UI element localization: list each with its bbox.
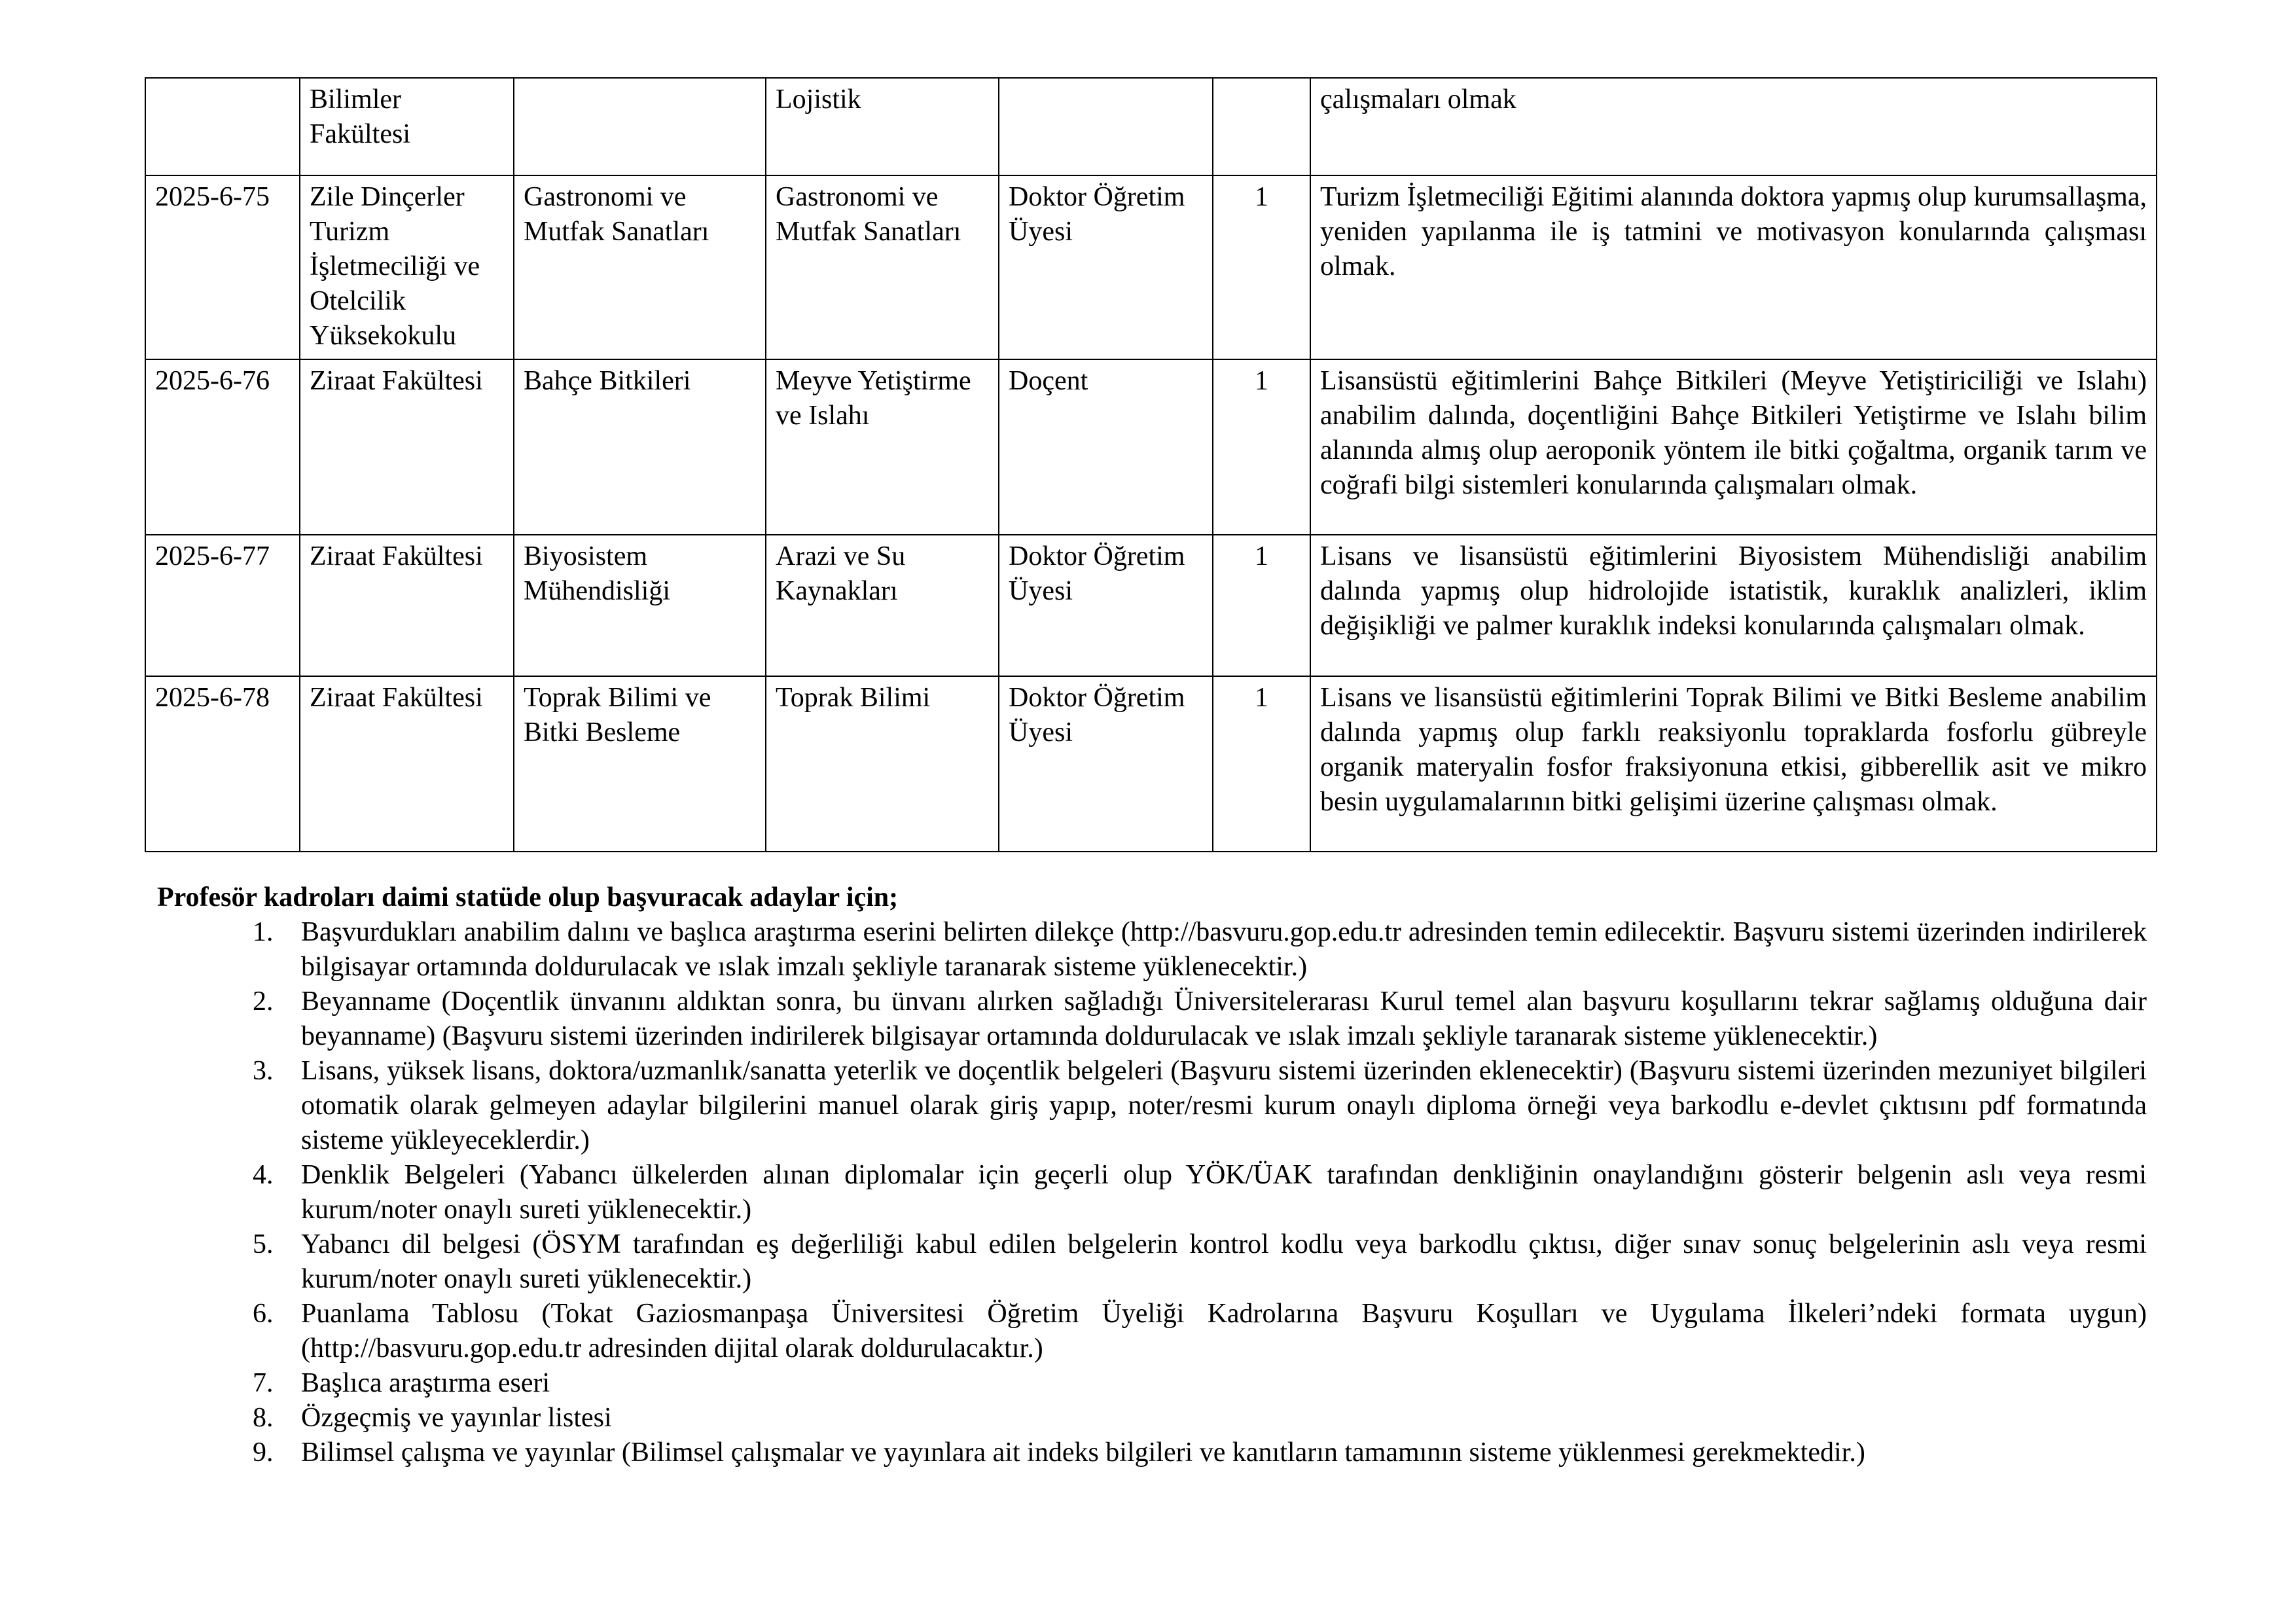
anabilim-dali-cell: Gastronomi ve Mutfak Sanatları: [766, 175, 999, 359]
ilan-no-cell: [145, 78, 300, 175]
anabilim-dali-cell: Arazi ve Su Kaynakları: [766, 535, 999, 676]
requirements-list: [157, 915, 2147, 1470]
birim-cell: Ziraat Fakültesi: [300, 676, 514, 852]
kadro-unvani-cell: Doktor Öğretim Üyesi: [999, 535, 1213, 676]
list-item-text: Yabancı dil belgesi (ÖSYM tarafından eş değerliliği kabul edilen belgelerin kontrol kodlu veya barkodlu çıktısı, diğer sınav sonuç belgelerinin aslı veya resmi kurum/noter onaylı sureti yüklenecektir.): [301, 1229, 2147, 1294]
list-item-text: Özgeçmiş ve yayınlar listesi: [301, 1403, 612, 1433]
aciklama-cell: Lisans ve lisansüstü eğitimlerini Toprak Bilimi ve Bitki Besleme anabilim dalında yapmış olup farklı reaksiyonlu topraklarda fosforlu gübreyle organik materyalin fosfor fraksiyonuna etkisi, gibberellik asit ve mikro besin uygulamalarının bitki gelişimi üzerine çalışması olmak.: [1310, 676, 2157, 852]
list-item: [157, 1366, 2147, 1401]
adet-cell: [1213, 78, 1310, 175]
kadro-unvani-cell: [999, 78, 1213, 175]
anabilim-dali-cell: Meyve Yetiştirme ve Islahı: [766, 359, 999, 535]
ilan-no-cell: 2025-6-77: [145, 535, 300, 676]
profesor-requirements-section: [157, 880, 2147, 1470]
adet-cell: 1: [1213, 175, 1310, 359]
aciklama-cell: çalışmaları olmak: [1310, 78, 2157, 175]
anabilim-dali-cell: Toprak Bilimi: [766, 676, 999, 852]
ilan-no-cell: 2025-6-76: [145, 359, 300, 535]
list-item-number: 1.: [253, 917, 274, 947]
adet-cell: 1: [1213, 676, 1310, 852]
kadro-unvani-cell: Doçent: [999, 359, 1213, 535]
table-row: [145, 175, 2157, 359]
list-item: [157, 915, 2147, 984]
bolum-cell: Gastronomi ve Mutfak Sanatları: [514, 175, 766, 359]
table-row: [145, 676, 2157, 852]
aciklama-cell: Lisans ve lisansüstü eğitimlerini Biyosistem Mühendisliği anabilim dalında yapmış olup hidrolojide istatistik, kuraklık analizleri, iklim değişikliği ve palmer kuraklık indeksi konularında çalışmaları olmak.: [1310, 535, 2157, 676]
bolum-cell: Bahçe Bitkileri: [514, 359, 766, 535]
list-item-number: 6.: [253, 1299, 274, 1329]
aciklama-cell: Turizm İşletmeciliği Eğitimi alanında doktora yapmış olup kurumsallaşma, yeniden yapılanma ile iş tatmini ve motivasyon konularında çalışması olmak.: [1310, 175, 2157, 359]
kadro-unvani-cell: Doktor Öğretim Üyesi: [999, 175, 1213, 359]
list-item-number: 2.: [253, 986, 274, 1017]
list-item-number: 9.: [253, 1437, 274, 1468]
birim-cell: Ziraat Fakültesi: [300, 535, 514, 676]
table-row: [145, 359, 2157, 535]
adet-cell: 1: [1213, 535, 1310, 676]
list-item-number: 7.: [253, 1368, 274, 1398]
list-item-number: 3.: [253, 1056, 274, 1086]
bolum-cell: [514, 78, 766, 175]
table-row: [145, 535, 2157, 676]
list-item: [157, 1297, 2147, 1366]
list-item-text: Bilimsel çalışma ve yayınlar (Bilimsel çalışmalar ve yayınlara ait indeks bilgileri ve kanıtların tamamının sisteme yüklenmesi gerekmektedir.): [301, 1437, 1865, 1468]
list-item-text: Puanlama Tablosu (Tokat Gaziosmanpaşa Üniversitesi Öğretim Üyeliği Kadrolarına Başvuru Koşulları ve Uygulama İlkeleri’ndeki formata uygun) (http://basvuru.gop.edu.tr adresinden dijital olarak doldurulacaktır.): [301, 1299, 2147, 1363]
anabilim-dali-cell: Lojistik: [766, 78, 999, 175]
list-item-text: Başlıca araştırma eseri: [301, 1368, 550, 1398]
kadro-unvani-cell: Doktor Öğretim Üyesi: [999, 676, 1213, 852]
birim-cell: Zile Dinçerler Turizm İşletmeciliği ve Otelcilik Yüksekokulu: [300, 175, 514, 359]
birim-cell: Bilimler Fakültesi: [300, 78, 514, 175]
list-item-number: 4.: [253, 1160, 274, 1190]
ilan-no-cell: 2025-6-78: [145, 676, 300, 852]
adet-cell: 1: [1213, 359, 1310, 535]
bolum-cell: Toprak Bilimi ve Bitki Besleme: [514, 676, 766, 852]
list-item-number: 5.: [253, 1229, 274, 1259]
list-item: [157, 984, 2147, 1054]
bolum-cell: Biyosistem Mühendisliği: [514, 535, 766, 676]
list-item: [157, 1435, 2147, 1470]
birim-cell: Ziraat Fakültesi: [300, 359, 514, 535]
list-item-text: Denklik Belgeleri (Yabancı ülkelerden alınan diplomalar için geçerli olup YÖK/ÜAK tarafından denkliğinin onaylandığını gösterir belgenin aslı veya resmi kurum/noter onaylı sureti yüklenecektir.): [301, 1160, 2147, 1225]
list-item-text: Lisans, yüksek lisans, doktora/uzmanlık/sanatta yeterlik ve doçentlik belgeleri (Başvuru sistemi üzerinden eklenecektir) (Başvuru sistemi üzerinden mezuniyet bilgileri otomatik olarak gelmeyen adaylar bilgilerini manuel olarak giriş yapıp, noter/resmi kurum onaylı diploma örneği veya barkodlu e-devlet çıktısını pdf formatında sisteme yükleyeceklerdir.): [301, 1056, 2147, 1155]
table-row: [145, 78, 2157, 175]
list-item: [157, 1054, 2147, 1158]
aciklama-cell: Lisansüstü eğitimlerini Bahçe Bitkileri (Meyve Yetiştiriciliği ve Islahı) anabilim dalında, doçentliğini Bahçe Bitkileri Yetiştirme ve Islahı bilim alanında almış olup aeroponik yöntem ile bitki çoğaltma, organik tarım ve coğrafi bilgi sistemleri konularında çalışmaları olmak.: [1310, 359, 2157, 535]
list-item: [157, 1227, 2147, 1297]
list-item: [157, 1401, 2147, 1435]
section-title: Profesör kadroları daimi statüde olup başvuracak adaylar için;: [157, 882, 899, 912]
list-item: [157, 1158, 2147, 1227]
list-item-number: 8.: [253, 1403, 274, 1433]
kadro-table: [145, 77, 2157, 852]
list-item-text: Beyanname (Doçentlik ünvanını aldıktan sonra, bu ünvanı alırken sağladığı Üniversitelerarası Kurul temel alan başvuru koşullarını tekrar sağlamış olduğuna dair beyanname) (Başvuru sistemi üzerinden indirilerek bilgisayar ortamında doldurulacak ve ıslak imzalı şekliyle taranarak sisteme yüklenecektir.): [301, 986, 2147, 1051]
ilan-no-cell: 2025-6-75: [145, 175, 300, 359]
list-item-text: Başvurdukları anabilim dalını ve başlıca araştırma eserini belirten dilekçe (http://basvuru.gop.edu.tr adresinden temin edilecektir. Başvuru sistemi üzerinden indirilerek bilgisayar ortamında doldurulacak ve ıslak imzalı şekliyle taranarak sisteme yüklenecektir.): [301, 917, 2147, 982]
